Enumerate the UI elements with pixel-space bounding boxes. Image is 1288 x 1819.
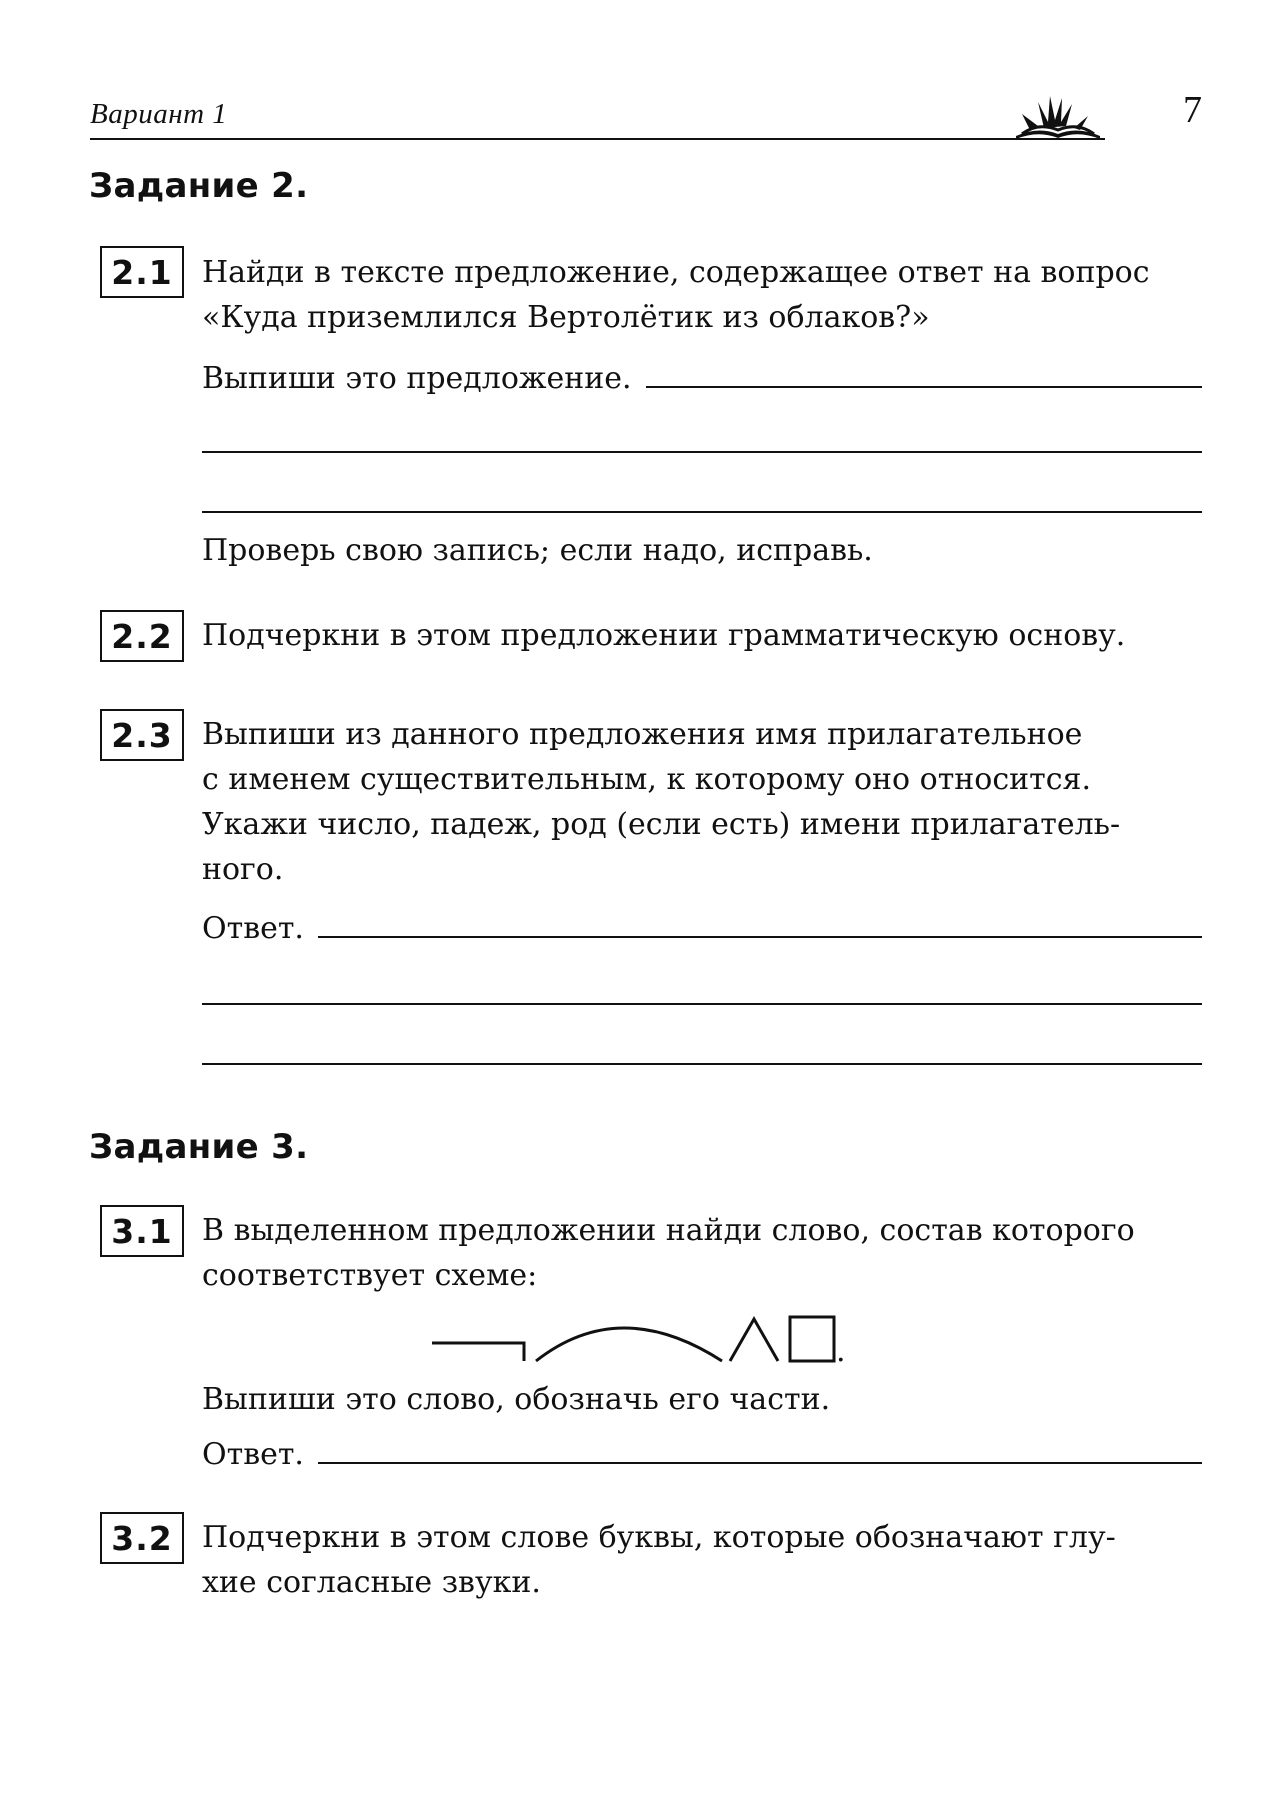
task-2-1-check [202,528,1202,573]
open-book-with-grass-icon [1008,92,1108,142]
task-text-line: с именем существительным, к которому оно относится. [202,762,1092,797]
task-3-1-text [202,1208,1202,1298]
ending-mark [790,1317,834,1361]
prefix-mark [432,1343,524,1361]
root-mark [536,1328,722,1361]
task-3-1-instruction-block [202,1377,1202,1422]
task-2-1-check-text: Проверь свою запись; если надо, исправь. [202,533,873,568]
task-text-line: Укажи число, падеж, род (если есть) имени прилагатель- [202,807,1121,842]
answer-blank-line[interactable] [318,906,1202,938]
task-2-1-text [202,250,1202,340]
task-text-line: хие согласные звуки. [202,1565,541,1600]
task-text-line: Найди в тексте предложение, содержащее ответ на вопрос [202,255,1150,290]
task-text-line: Подчеркни в этом слове буквы, которые обозначают глу- [202,1520,1116,1555]
task-3-1-answer-label: Ответ. [202,1437,304,1472]
task-2-1-instruction: Выпиши это предложение. [202,361,632,396]
task-text-line: соответствует схеме: [202,1258,538,1293]
task-text-line: Выпиши из данного предложения имя прилагательное [202,717,1083,752]
task-text-line: ного. [202,852,284,887]
task-number-2-2: 2.2 [100,610,184,662]
task-number-3-1: 3.1 [100,1205,184,1257]
scheme-period: . [836,1334,846,1365]
answer-blank-line[interactable] [318,1432,1202,1464]
page-number: 7 [1183,89,1202,131]
answer-writing-line[interactable] [202,1063,1202,1065]
task-number-2-1: 2.1 [100,246,184,298]
section-title-2: Задание 2. [89,166,309,206]
task-2-1-answer-row[interactable] [202,356,1202,401]
task-2-3-answer-row[interactable] [202,906,1202,951]
task-2-2-text [202,613,1202,658]
header-rule [90,138,1105,140]
task-3-1-answer-row[interactable] [202,1432,1202,1477]
task-text-line: Подчеркни в этом предложении грамматическую основу. [202,618,1126,653]
task-3-1-instruction: Выпиши это слово, обозначь его части. [202,1382,831,1417]
task-2-3-answer-label: Ответ. [202,911,304,946]
task-text-line: «Куда приземлился Вертолётик из облаков?» [202,300,930,335]
task-number-3-2: 3.2 [100,1512,184,1564]
running-head: Вариант 1 [90,98,228,130]
suffix-mark [730,1319,778,1361]
task-3-2-text [202,1515,1202,1605]
answer-writing-line[interactable] [202,1003,1202,1005]
task-number-2-3: 2.3 [100,709,184,761]
word-structure-scheme [430,1305,880,1365]
answer-writing-line[interactable] [202,451,1202,453]
task-text-line: В выделенном предложении найди слово, состав которого [202,1213,1135,1248]
section-title-3: Задание 3. [89,1127,309,1167]
answer-blank-line[interactable] [646,356,1202,388]
answer-writing-line[interactable] [202,511,1202,513]
task-2-3-text [202,712,1202,892]
